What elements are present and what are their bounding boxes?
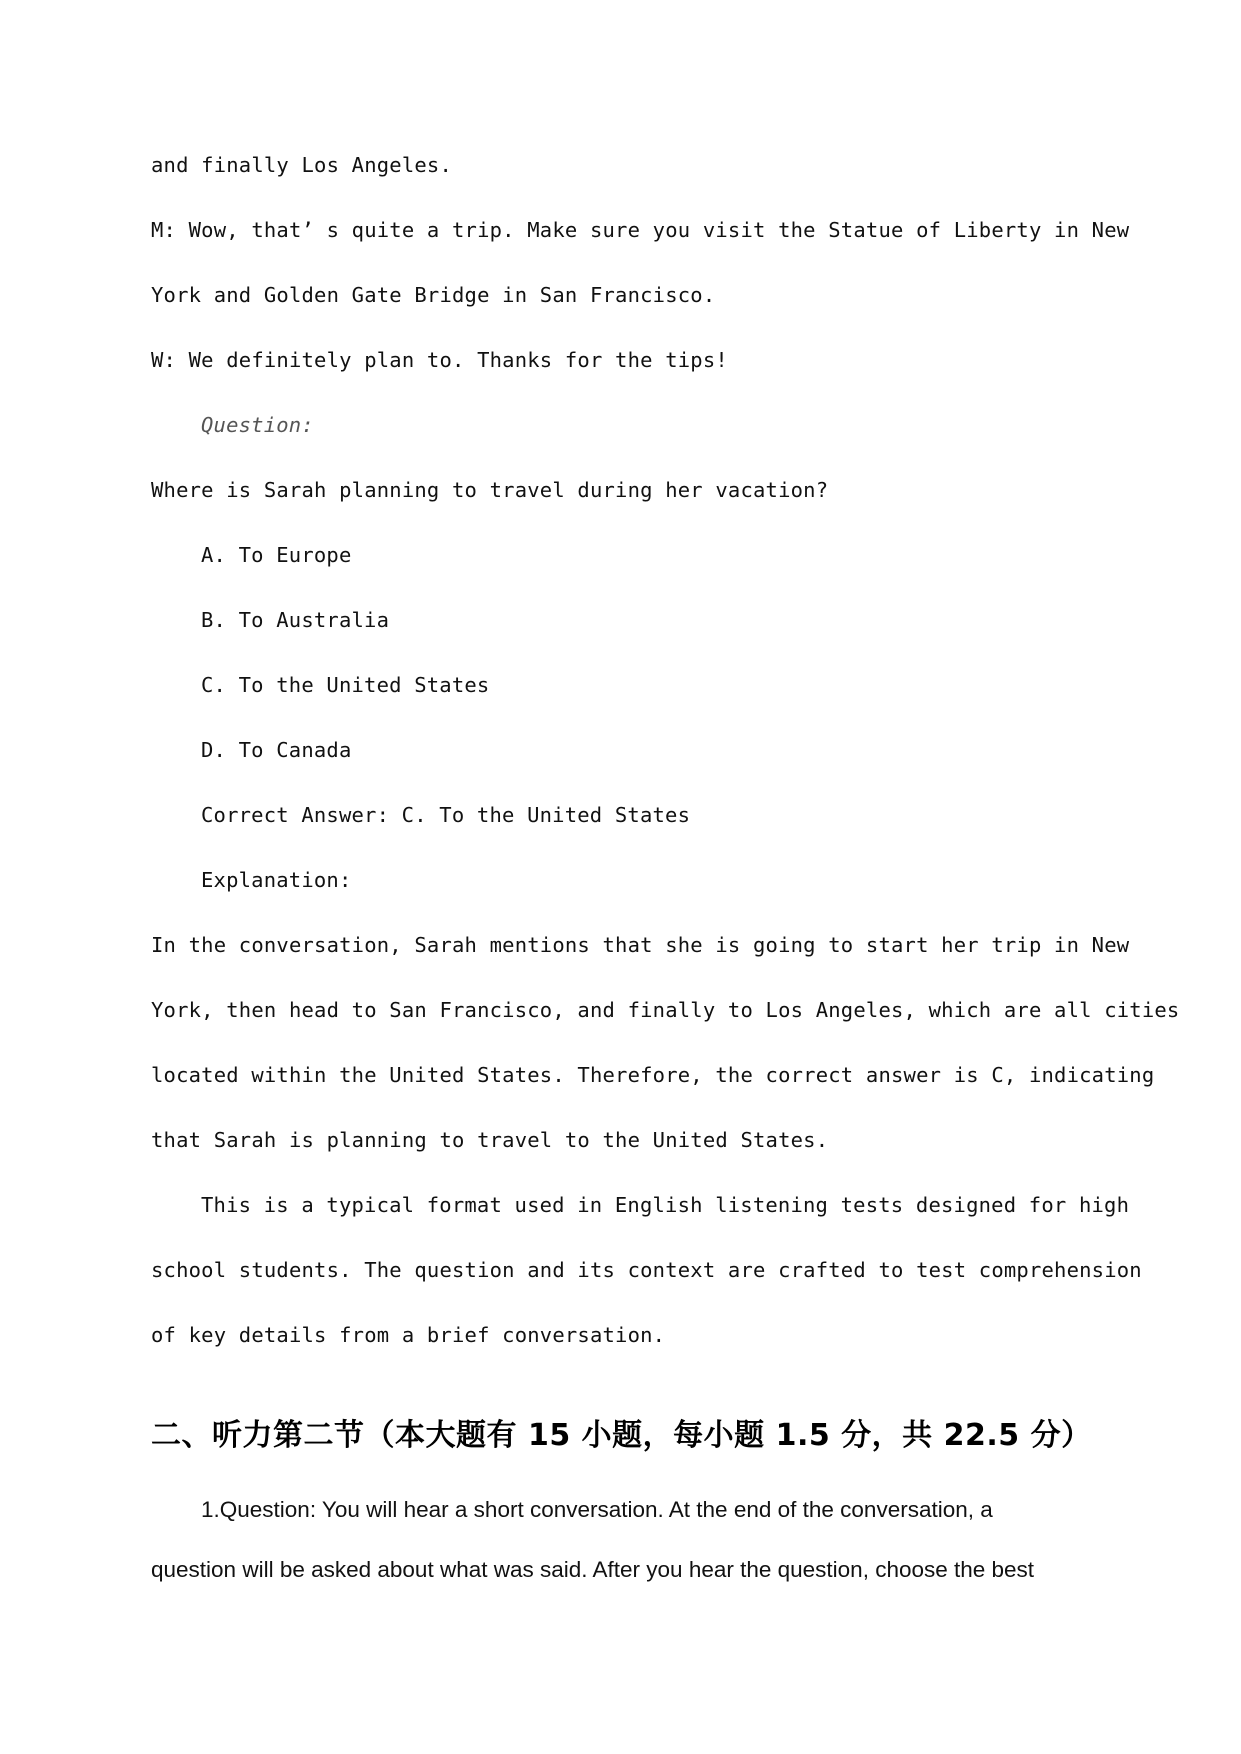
section-heading: 二、听力第二节（本大题有 15 小题，每小题 1.5 分，共 22.5 分） xyxy=(151,1418,1092,1453)
dialogue-line: M: Wow, that’ s quite a trip. Make sure you visit the Statue of Liberty in New xyxy=(151,218,1130,242)
correct-answer: Correct Answer: C. To the United States xyxy=(201,803,691,827)
dialogue-line: and finally Los Angeles. xyxy=(151,153,453,177)
explanation-label: Explanation: xyxy=(201,868,352,892)
explanation-line: York, then head to San Francisco, and finally to Los Angeles, which are all cities xyxy=(151,998,1180,1022)
question-text: Where is Sarah planning to travel during her vacation? xyxy=(151,478,829,502)
option-a: A. To Europe xyxy=(201,543,352,567)
section2-question-line: 1.Question: You will hear a short conversation. At the end of the conversation, a xyxy=(201,1497,993,1522)
question-label: Question: xyxy=(201,413,314,437)
note-line: school students. The question and its context are crafted to test comprehension xyxy=(151,1258,1142,1282)
option-c: C. To the United States xyxy=(201,673,490,697)
section2-question-line: question will be asked about what was said. After you hear the question, choose the best xyxy=(151,1557,1035,1582)
explanation-line: that Sarah is planning to travel to the United States. xyxy=(151,1128,829,1152)
dialogue-line: W: We definitely plan to. Thanks for the tips! xyxy=(151,348,728,372)
note-line: This is a typical format used in English listening tests designed for high xyxy=(201,1193,1130,1217)
explanation-line: located within the United States. Therefore, the correct answer is C, indicating xyxy=(151,1063,1155,1087)
note-line: of key details from a brief conversation. xyxy=(151,1323,666,1347)
option-d: D. To Canada xyxy=(201,738,352,762)
option-b: B. To Australia xyxy=(201,608,390,632)
dialogue-line: York and Golden Gate Bridge in San Francisco. xyxy=(151,283,716,307)
explanation-line: In the conversation, Sarah mentions that she is going to start her trip in New xyxy=(151,933,1130,957)
